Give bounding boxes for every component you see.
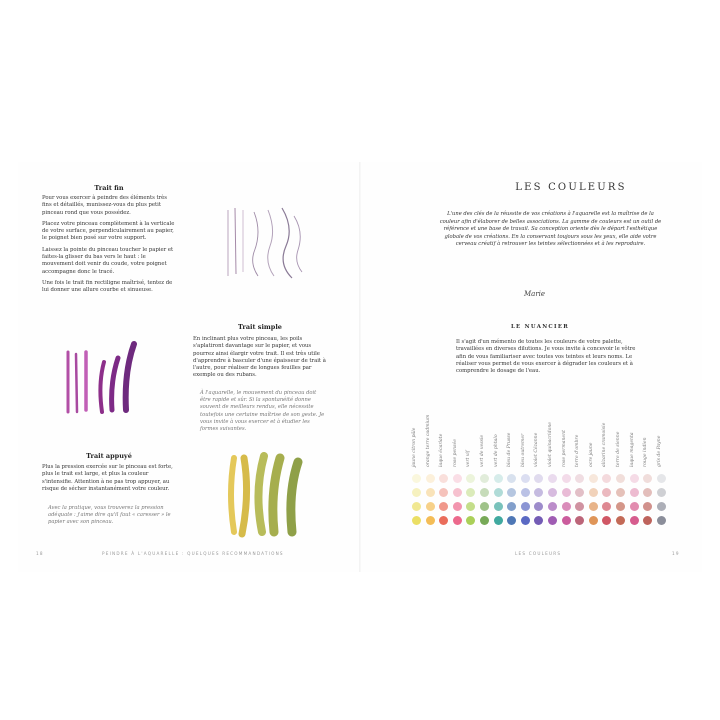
right-page-number: 19 [672,551,680,556]
swatch-label: rouge indien [643,437,649,467]
swatch-dot [453,474,462,483]
swatch-dot [548,502,557,511]
page-title: LES COULEURS [515,182,627,193]
swatch-dot [589,474,598,483]
swatch-dot [439,502,448,511]
swatch-dot [589,488,598,497]
swatch-dot [412,488,421,497]
swatch-label: vert de vessie [480,434,485,467]
swatch-dot [548,488,557,497]
swatch-dot [412,502,421,511]
swatch-label: vert de phtalo [493,434,499,467]
heading-trait-fin: Trait fin [94,184,124,192]
swatch-dot [562,516,571,525]
nuancier-text: Il s'agit d'un mémento de toutes les couleurs de votre palette, travaillées en diverses dilutions. Je vous invite à concevoir le vôtre afin de vous familiariser avec toutes vos teintes et leurs noms. Le réaliser vous permet de vous exercer à dégrader les couleurs et à comprendre le dosage de l'eau. [456,339,636,375]
swatch-label: laque magenta [629,432,635,467]
swatch-dot [534,516,543,525]
swatch-label: violet quinacridone [548,421,553,467]
swatch-dot [412,474,421,483]
swatch-label: alizarine cramoisie [602,422,608,467]
swatch-dot [548,474,557,483]
left-page-number: 18 [36,551,44,556]
swatch-dot [630,474,639,483]
swatch-dot [562,502,571,511]
thin-strokes-illustration [216,202,316,282]
swatch-dot [439,516,448,525]
swatch-label: rose permanent [561,430,567,467]
swatch-label: bleu outremer [520,433,526,467]
swatch-dot [534,474,543,483]
swatch-dot [507,516,516,525]
swatch-dot [602,516,611,525]
swatch-label: terre d'ombre [575,434,581,467]
intro-text: L'une des clés de la réussite de vos créations à l'aquarelle est la maîtrise de la couleur afin d'élaborer de belles associations. La gamme de couleurs est un outil de référence et une base de travail. Sa conception oriente dès le départ l'esthétique globale de vos créations. En la conservant toujours sous les yeux, elle aide votre cerveau créatif à retrouver les teintes sélectionnées et à les reproduire. [439,211,662,248]
swatch-dot [412,516,421,525]
swatch-label: ocre jaune [588,442,594,467]
swatch-label: vert vif [466,450,472,467]
swatch-dot [521,502,530,511]
purple-strokes-illustration [60,340,150,420]
swatch-dot [548,516,557,525]
swatch-dot [426,488,435,497]
section3-text: Plus la pression exercée sur le pinceau est forte, plus le trait est large, et plus la couleur s'intensifie. Attention à ne pas trop appuyer, au risque de sécher instantanément votre couleur. [42,464,173,492]
swatch-label: bleu de Prusse [507,432,513,467]
swatch-dot [521,516,530,525]
section2-text: En inclinant plus votre pinceau, les poils s'aplatiront davantage sur le papier, et vous pourrez ainsi élargir votre trait. Il est très utile d'apprendre à basculer d'une épaisseur de trait à l'autre, pour réaliser de longues feuilles par exemple ou des rubans. [193,336,326,379]
swatch-dot [643,502,652,511]
section1-text [42,195,176,299]
left-running-footer: PEINDRE À L'AQUARELLE : QUELQUES RECOMMANDATIONS [102,551,284,556]
signature: Marie [524,290,546,298]
swatch-dot [494,474,503,483]
green-strokes-illustration [224,452,314,538]
right-running-footer: LES COULEURS [515,551,562,556]
swatch-dot [616,474,625,483]
swatch-dot [480,502,489,511]
swatch-dot [657,488,666,497]
swatch-dot [589,502,598,511]
swatch-dot [643,516,652,525]
swatch-label: gris de Payne [656,435,662,467]
swatch-dot [575,474,584,483]
section1-para-3: Laissez la pointe du pinceau toucher le papier et faites-la glisser du bas vers le haut : le mouvement doit venir du coude, votre poignet accompagne donc le tracé. [42,246,174,275]
swatch-dot [494,516,503,525]
swatch-dot [466,516,475,525]
section3-note: Avec la pratique, vous trouverez la pression adéquate : j'aime dire qu'il faut « caresser » le papier avec son pinceau. [48,505,171,526]
swatch-dot [602,502,611,511]
swatch-dot [426,516,435,525]
swatch-dot [439,474,448,483]
swatch-label: rose pensée [452,439,458,467]
nuancier-heading: LE NUANCIER [510,324,570,330]
swatch-dot [616,516,625,525]
swatch-dot [453,516,462,525]
swatch-dot [643,474,652,483]
section1-para-1: Pour vous exercer à peindre des éléments très fins et détaillés, munissez-vous du plus petit pinceau rond que vous possédez. [42,195,167,216]
swatch-dot [602,488,611,497]
swatch-dot [466,502,475,511]
swatch-dot [575,516,584,525]
swatch-label: terre de sienne [616,431,621,467]
swatch-dot [466,474,475,483]
section1-para-4: Une fois le trait fin rectiligne maîtrisé, tentez de lui donner une allure courbe et sinueuse. [42,279,173,294]
swatch-dot [616,502,625,511]
swatch-label: violet Cézanne [534,432,540,467]
heading-trait-appuye: Trait appuyé [86,452,132,460]
swatch-dot [657,474,666,483]
swatch-dot [426,474,435,483]
swatch-dot [589,516,598,525]
swatch-dot [507,502,516,511]
swatch-dot [534,488,543,497]
section1-para-2: Placez votre pinceau complètement à la verticale de votre surface, perpendiculairement au papier, le poignet bien posé sur votre support. [42,220,175,242]
swatch-dot [480,474,489,483]
swatch-dot [616,488,625,497]
swatch-dot [657,502,666,511]
swatch-dot [521,474,530,483]
heading-trait-simple: Trait simple [238,323,282,331]
swatch-label: orange terre cadmium [425,414,431,467]
swatch-dot [630,502,639,511]
swatch-dot [426,502,435,511]
swatch-dot [562,488,571,497]
swatch-dot [480,516,489,525]
swatch-dot [630,488,639,497]
swatch-dot [521,488,530,497]
swatch-dot [466,488,475,497]
swatch-dot [507,488,516,497]
section2-note: À l'aquarelle, le mouvement du pinceau doit être rapide et sûr. Si la spontanéité donne souvent de meilleurs rendus, elle nécessite toutefois une certaine maîtrise de son geste. Je vous invite à vous exercer et à étudier les formes suivantes. [200,390,325,433]
swatch-dot [575,502,584,511]
swatch-dot [507,474,516,483]
swatch-dot [453,502,462,511]
swatch-dot [630,516,639,525]
swatch-label: laque écarlate [439,433,445,467]
page-gutter [359,162,361,572]
color-swatch-chart [404,402,670,532]
swatch-dot [562,474,571,483]
swatch-dot [439,488,448,497]
swatch-dot [657,516,666,525]
swatch-dot [575,488,584,497]
swatch-label: jaune citron pâle [412,427,417,467]
swatch-dot [534,502,543,511]
swatch-dot [494,502,503,511]
swatch-dot [643,488,652,497]
swatch-dot [480,488,489,497]
swatch-dot [494,488,503,497]
swatch-dot [602,474,611,483]
swatch-dot [453,488,462,497]
